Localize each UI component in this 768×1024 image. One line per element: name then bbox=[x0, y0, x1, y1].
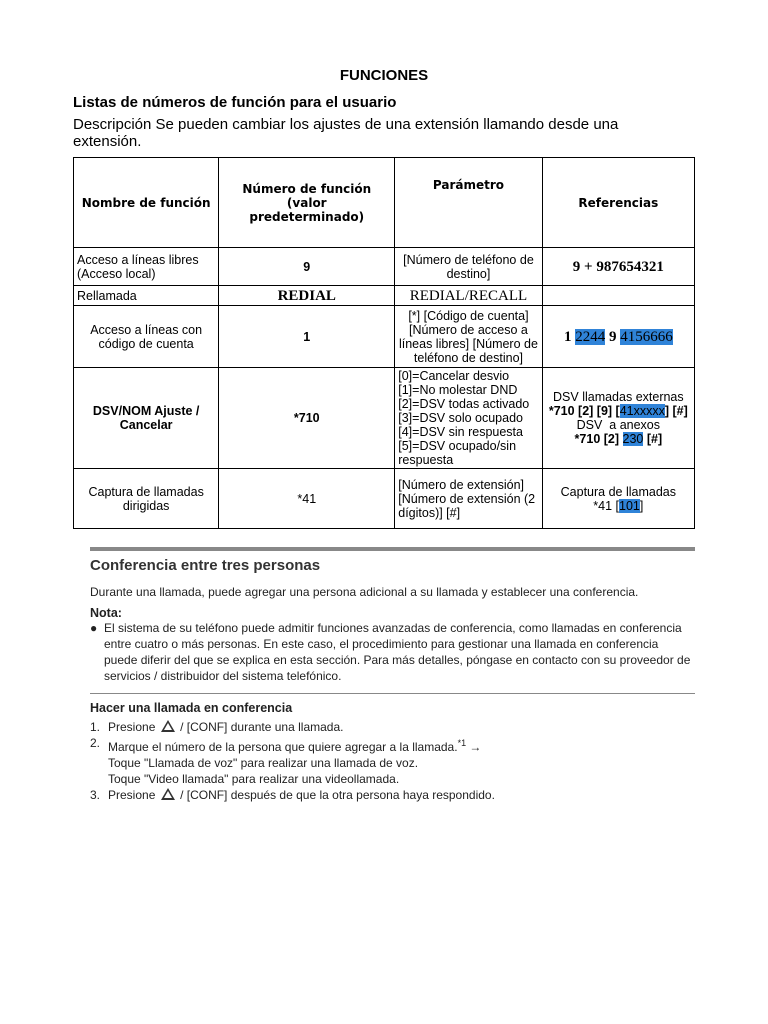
note-bullet bbox=[90, 620, 695, 684]
cell-number: *41 bbox=[219, 469, 395, 529]
table-row bbox=[74, 306, 695, 368]
step-item bbox=[90, 787, 695, 803]
ref-line bbox=[546, 404, 691, 418]
ref-line: Captura de llamadas bbox=[560, 484, 676, 499]
table-row bbox=[74, 286, 695, 306]
step-text: Toque "Llamada de voz" para realizar una llamada de voz. bbox=[108, 756, 419, 770]
ref-part: 9 bbox=[605, 328, 621, 345]
cell-ref: 9 + 987654321 bbox=[542, 248, 694, 286]
step-item bbox=[90, 735, 695, 787]
cell-ref bbox=[542, 286, 694, 306]
header-number: Número de función (valor predeterminado) bbox=[219, 158, 395, 248]
step-text: / [CONF] después de que la otra persona haya respondido. bbox=[180, 788, 495, 802]
table-header-row bbox=[74, 158, 695, 248]
step-text: Presione bbox=[108, 720, 156, 734]
cell-ref bbox=[542, 469, 694, 529]
cell-number: 1 bbox=[219, 306, 395, 368]
header-param: Parámetro bbox=[395, 158, 542, 248]
step-number: 3. bbox=[90, 788, 101, 802]
param-line: [4]=DSV sin respuesta bbox=[398, 425, 523, 439]
param-line: [1]=No molestar DND bbox=[398, 383, 518, 397]
table-row bbox=[74, 248, 695, 286]
cell-number: *710 bbox=[219, 368, 395, 469]
section-rule bbox=[90, 693, 695, 694]
cell-param: [Número de teléfono de destino] bbox=[395, 248, 542, 286]
description: Descripción Se pueden cambiar los ajustes de una extensión llamando desde una extensión. bbox=[73, 116, 619, 150]
conference-triangle-icon bbox=[161, 788, 175, 800]
cell-param: REDIAL/RECALL bbox=[395, 286, 542, 306]
step-number: 1. bbox=[90, 720, 101, 734]
param-line: [5]=DSV ocupado/sin respuesta bbox=[398, 439, 517, 467]
ref-part: *710 [2] [9] [ bbox=[548, 404, 620, 418]
cell-param: [*] [Código de cuenta] [Número de acceso a líneas libres] [Número de teléfono de destino] bbox=[395, 306, 542, 368]
cell-name: Rellamada bbox=[74, 286, 219, 306]
ref-highlight: 2244 bbox=[575, 328, 606, 345]
ref-highlight: 41xxxxx bbox=[619, 404, 665, 418]
table-row bbox=[74, 469, 695, 529]
cell-number: 9 bbox=[219, 248, 395, 286]
cell-name: DSV/NOM Ajuste / Cancelar bbox=[74, 368, 219, 469]
conference-triangle-icon bbox=[161, 720, 175, 732]
cell-name: Captura de llamadas dirigidas bbox=[74, 469, 219, 529]
section-rule bbox=[90, 547, 695, 551]
cell-name: Acceso a líneas con código de cuenta bbox=[74, 306, 219, 368]
conference-title: Conferencia entre tres personas bbox=[90, 557, 321, 574]
ref-highlight: 230 bbox=[622, 432, 644, 446]
ref-part: 1 bbox=[563, 328, 576, 345]
step-number: 2. bbox=[90, 736, 101, 750]
section-subtitle: Listas de números de función para el usuario bbox=[73, 94, 397, 111]
function-table bbox=[73, 157, 695, 529]
cell-number: REDIAL bbox=[219, 286, 395, 306]
conference-intro: Durante una llamada, puede agregar una persona adicional a su llamada y establecer una conferencia. bbox=[90, 585, 639, 599]
table-row bbox=[74, 368, 695, 469]
step-item bbox=[90, 719, 695, 735]
ref-highlight: 4156666 bbox=[620, 328, 673, 345]
arrow-right-icon: → bbox=[469, 740, 482, 754]
ref-line: DSV a anexos bbox=[576, 418, 661, 432]
ref-line bbox=[546, 432, 691, 446]
page-title: FUNCIONES bbox=[339, 67, 429, 84]
param-line: [0]=Cancelar desvio bbox=[398, 369, 510, 383]
conference-section bbox=[90, 547, 695, 803]
note-label: Nota: bbox=[90, 606, 122, 620]
ref-part: ] bbox=[639, 498, 644, 513]
step-text: Toque "Video llamada" para realizar una videollamada. bbox=[108, 772, 400, 786]
steps-list bbox=[90, 719, 695, 803]
header-ref: Referencias bbox=[542, 158, 694, 248]
step-text: / [CONF] durante una llamada. bbox=[180, 720, 344, 734]
note-text: El sistema de su teléfono puede admitir funciones avanzadas de conferencia, como llamadas en conferencia entre cuatro o más personas. En este caso, el procedimiento para gestionar una llamada en conferencia puede diferir del que se explica en esta sección. Para más detalles, póngase en contacto con su proveedor de servicios / distribuidor del sistema telefónico. bbox=[104, 621, 691, 683]
ref-part: *41 [ bbox=[593, 498, 620, 513]
ref-line bbox=[546, 499, 691, 513]
ref-part: [#] bbox=[643, 432, 663, 446]
cell-ref bbox=[542, 306, 694, 368]
param-line: [2]=DSV todas activado bbox=[398, 397, 530, 411]
header-name: Nombre de función bbox=[74, 158, 219, 248]
cell-param: [Número de extensión] [Número de extensión (2 dígitos)] [#] bbox=[395, 469, 542, 529]
param-line: [3]=DSV solo ocupado bbox=[398, 411, 523, 425]
conference-subheading: Hacer una llamada en conferencia bbox=[90, 701, 293, 715]
cell-param bbox=[395, 368, 542, 469]
step-text: Marque el número de la persona que quiere agregar a la llamada. bbox=[108, 740, 458, 754]
cell-name: Acceso a líneas libres (Acceso local) bbox=[74, 248, 219, 286]
footnote-mark: *1 bbox=[457, 738, 467, 748]
ref-highlight: 101 bbox=[619, 498, 640, 513]
ref-part: *710 [2] bbox=[574, 432, 623, 446]
bullet-icon: ● bbox=[90, 621, 98, 635]
ref-line: DSV llamadas externas bbox=[553, 390, 684, 404]
ref-part: ] [#] bbox=[664, 404, 688, 418]
cell-ref bbox=[542, 368, 694, 469]
step-text: Presione bbox=[108, 788, 156, 802]
